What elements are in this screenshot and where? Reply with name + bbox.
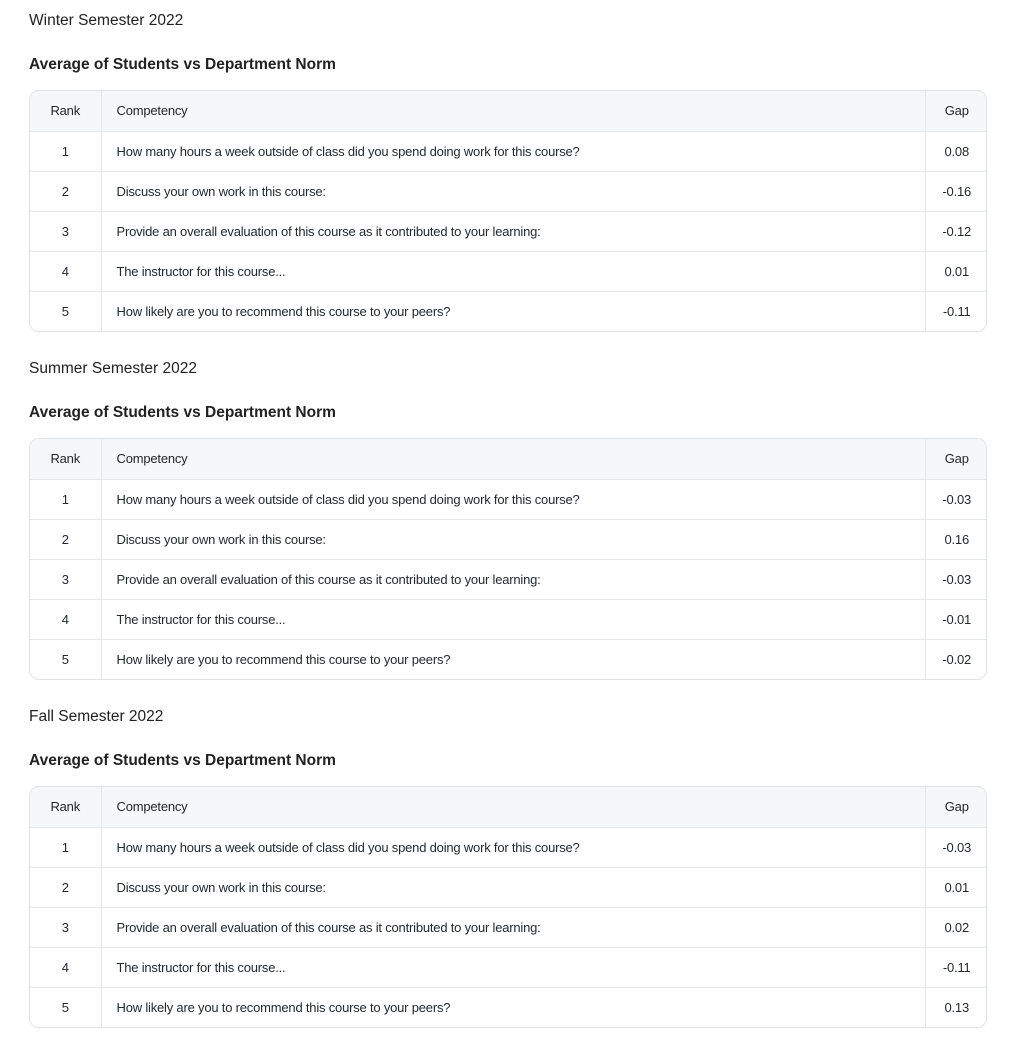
column-header-gap[interactable]: Gap bbox=[944, 799, 969, 815]
competency-cell: Provide an overall evaluation of this course as it contributed to your learning: bbox=[101, 907, 925, 947]
gap-cell: 0.02 bbox=[944, 919, 969, 935]
column-header-rank[interactable]: Rank bbox=[30, 787, 101, 827]
table-title: Average of Students vs Department Norm bbox=[29, 752, 336, 769]
competency-cell: Discuss your own work in this course: bbox=[101, 867, 925, 907]
gap-cell: 0.08 bbox=[944, 143, 969, 159]
rank-cell: 1 bbox=[30, 827, 101, 867]
column-header-competency[interactable]: Competency bbox=[101, 787, 925, 827]
rank-cell: 4 bbox=[30, 947, 101, 987]
rank-cell: 4 bbox=[30, 599, 101, 639]
gap-table-container bbox=[29, 786, 987, 1028]
table-row bbox=[30, 867, 986, 907]
gap-cell: 0.13 bbox=[944, 999, 969, 1015]
rank-cell: 1 bbox=[30, 131, 101, 171]
rank-cell: 2 bbox=[30, 519, 101, 559]
column-header-rank[interactable]: Rank bbox=[30, 91, 101, 131]
column-header-gap[interactable]: Gap bbox=[944, 451, 969, 467]
gap-cell: -0.03 bbox=[942, 571, 972, 587]
rank-cell: 4 bbox=[30, 251, 101, 291]
semester-title: Summer Semester 2022 bbox=[29, 360, 197, 377]
rank-cell: 3 bbox=[30, 907, 101, 947]
table-row bbox=[30, 947, 986, 987]
competency-cell: The instructor for this course... bbox=[101, 251, 925, 291]
rank-cell: 5 bbox=[30, 291, 101, 331]
table-title: Average of Students vs Department Norm bbox=[29, 56, 336, 73]
gap-cell: 0.01 bbox=[944, 263, 969, 279]
competency-cell: Discuss your own work in this course: bbox=[101, 171, 925, 211]
gap-cell: -0.03 bbox=[942, 839, 972, 855]
competency-cell: Provide an overall evaluation of this course as it contributed to your learning: bbox=[101, 559, 925, 599]
semester-title: Fall Semester 2022 bbox=[29, 708, 164, 725]
table-row bbox=[30, 211, 986, 251]
gap-cell: -0.16 bbox=[942, 183, 972, 199]
gap-table bbox=[30, 439, 986, 679]
table-row bbox=[30, 479, 986, 519]
table-row bbox=[30, 171, 986, 211]
table-row bbox=[30, 599, 986, 639]
table-header-row bbox=[30, 787, 986, 827]
table-row bbox=[30, 907, 986, 947]
gap-cell: -0.12 bbox=[942, 223, 972, 239]
gap-table bbox=[30, 91, 986, 331]
gap-cell: -0.01 bbox=[942, 611, 972, 627]
gap-cell: -0.02 bbox=[942, 651, 972, 667]
rank-cell: 1 bbox=[30, 479, 101, 519]
competency-cell: Discuss your own work in this course: bbox=[101, 519, 925, 559]
rank-cell: 3 bbox=[30, 559, 101, 599]
gap-cell: -0.03 bbox=[942, 491, 972, 507]
gap-table-container bbox=[29, 90, 987, 332]
rank-cell: 5 bbox=[30, 987, 101, 1027]
rank-cell: 3 bbox=[30, 211, 101, 251]
gap-cell: 0.16 bbox=[944, 531, 969, 547]
table-header-row bbox=[30, 91, 986, 131]
table-title: Average of Students vs Department Norm bbox=[29, 404, 336, 421]
column-header-competency[interactable]: Competency bbox=[101, 91, 925, 131]
table-row bbox=[30, 291, 986, 331]
gap-cell: -0.11 bbox=[942, 959, 971, 975]
gap-cell: 0.01 bbox=[944, 879, 969, 895]
table-row bbox=[30, 519, 986, 559]
gap-table bbox=[30, 787, 986, 1027]
column-header-competency[interactable]: Competency bbox=[101, 439, 925, 479]
table-row bbox=[30, 987, 986, 1027]
competency-cell: How many hours a week outside of class did you spend doing work for this course? bbox=[101, 131, 925, 171]
gap-cell: -0.11 bbox=[942, 303, 971, 319]
table-row bbox=[30, 251, 986, 291]
rank-cell: 2 bbox=[30, 171, 101, 211]
competency-cell: The instructor for this course... bbox=[101, 947, 925, 987]
table-row bbox=[30, 639, 986, 679]
competency-cell: Provide an overall evaluation of this course as it contributed to your learning: bbox=[101, 211, 925, 251]
competency-cell: How many hours a week outside of class did you spend doing work for this course? bbox=[101, 827, 925, 867]
gap-table-container bbox=[29, 438, 987, 680]
table-row bbox=[30, 559, 986, 599]
rank-cell: 2 bbox=[30, 867, 101, 907]
table-row bbox=[30, 827, 986, 867]
competency-cell: How likely are you to recommend this course to your peers? bbox=[101, 987, 925, 1027]
table-header-row bbox=[30, 439, 986, 479]
competency-cell: How many hours a week outside of class did you spend doing work for this course? bbox=[101, 479, 925, 519]
competency-cell: How likely are you to recommend this course to your peers? bbox=[101, 291, 925, 331]
column-header-rank[interactable]: Rank bbox=[30, 439, 101, 479]
semester-title: Winter Semester 2022 bbox=[29, 12, 184, 29]
table-row bbox=[30, 131, 986, 171]
rank-cell: 5 bbox=[30, 639, 101, 679]
competency-cell: The instructor for this course... bbox=[101, 599, 925, 639]
column-header-gap[interactable]: Gap bbox=[944, 103, 969, 119]
competency-cell: How likely are you to recommend this course to your peers? bbox=[101, 639, 925, 679]
